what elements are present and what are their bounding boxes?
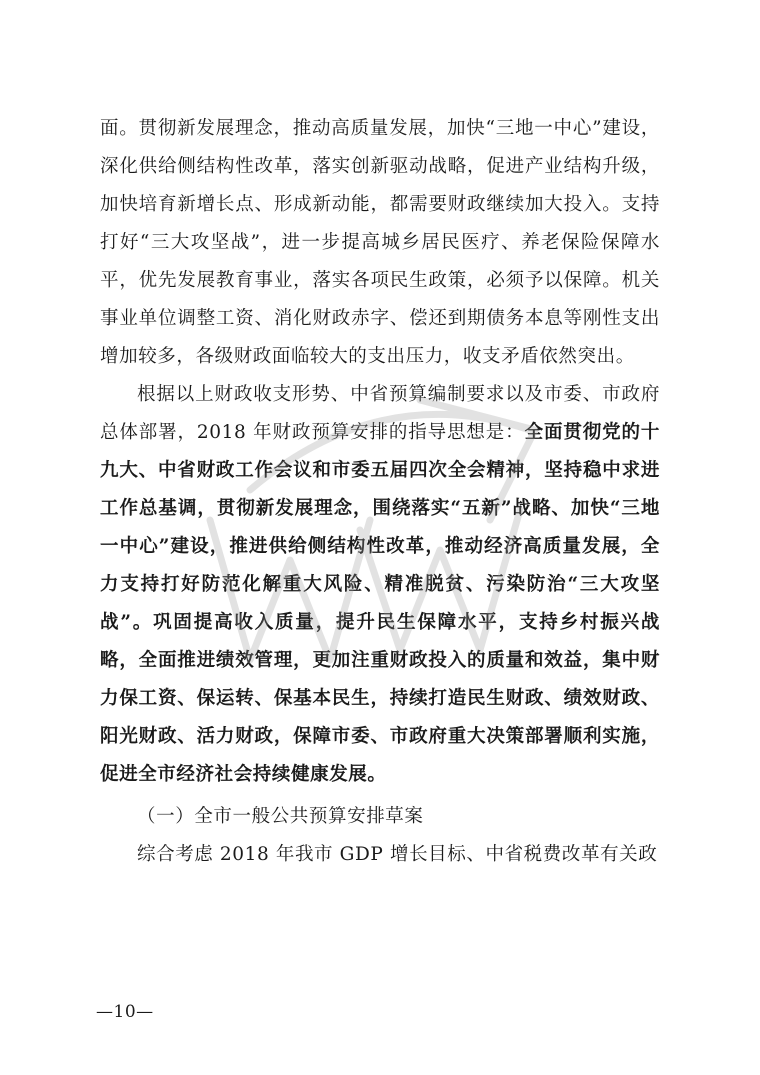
paragraph-2-intro: 根据以上财政收支形势、中省预算编制要求以及市委、市政府总体部署，2018 年财政预算安排的指导思想是： [100, 384, 660, 443]
section-heading: （一）全市一般公共预算安排草案 [137, 806, 424, 827]
guiding-ideology-text: 全面贯彻党的十九大、中省财政工作会议和市委五届四次全会精神，坚持稳中求进工作总基调，贯彻新发展理念，围绕落实“五新”战略、加快“三地一中心”建设，推进供给侧结构性改革，推动经济高质量发展，全力支持打好防范化解重大风险、精准脱贫、污染防治“三大攻坚战”。巩固提高收入质量，提升民生保障水平，支持乡村振兴战略，全面推进绩效管理，更加注重财政投入的质量和效益，集中财力保工资、保运转、保基本民生，持续打造民生财政、绩效财政、阳光财政、活力财政，保障市委、市政府重大决策部署顺利实施，促进全市经济社会持续健康发展。 [100, 422, 660, 785]
paragraph-3: 综合考虑 2018 年我市 GDP 增长目标、中省税费改革有关政 [137, 844, 658, 865]
paragraph-1: 面。贯彻新发展理念，推动高质量发展，加快“三地一中心”建设，深化供给侧结构性改革，落实创新驱动战略，促进产业结构升级，加快培育新增长点、形成新动能，都需要财政继续加大投入。支持打好“三大攻坚战”，进一步提高城乡居民医疗、养老保险保障水平，优先发展教育事业，落实各项民生政策，必须予以保障。机关事业单位调整工资、消化财政赤字、偿还到期债务本息等刚性支出增加较多，各级财政面临较大的支出压力，收支矛盾依然突出。 [100, 118, 660, 367]
page-number: —10— [96, 1002, 154, 1022]
paragraph-2 [100, 376, 660, 794]
document-body [100, 110, 660, 874]
